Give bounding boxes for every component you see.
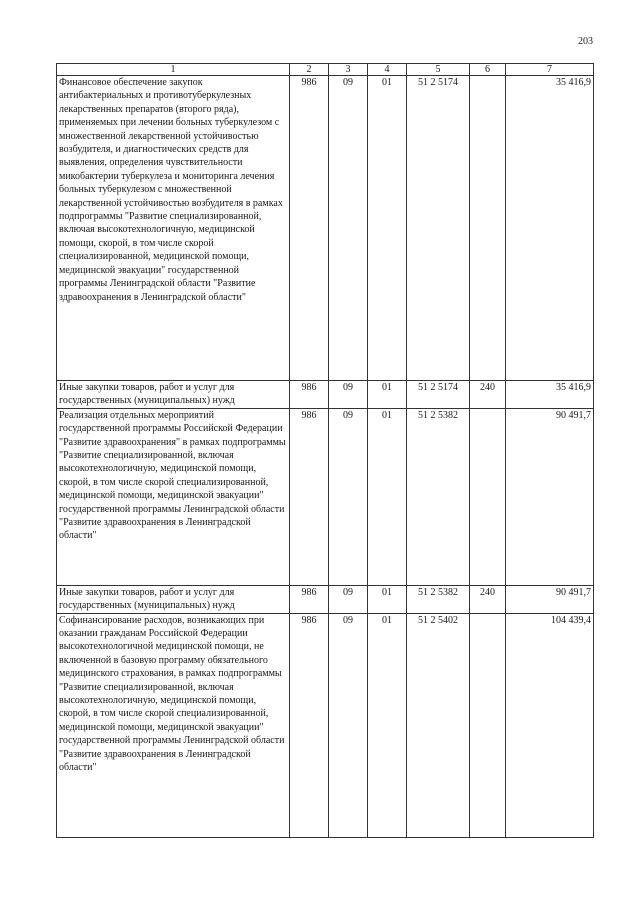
column-header: 1 [57, 64, 290, 76]
column-header: 2 [290, 64, 329, 76]
row-amount-cell: 104 439,4 [506, 613, 594, 837]
table-row [57, 76, 594, 381]
row-cell: 240 [470, 381, 506, 409]
table-row [57, 381, 594, 409]
row-cell [470, 76, 506, 381]
row-amount-cell: 35 416,9 [506, 381, 594, 409]
row-cell: 51 2 5382 [407, 408, 470, 585]
table-row [57, 585, 594, 613]
row-name-cell: Иные закупки товаров, работ и услуг для государственных (муниципальных) нужд [57, 585, 290, 613]
row-cell [470, 613, 506, 837]
row-name-cell: Софинансирование расходов, возникающих при оказании гражданам Российской Федерации высокотехнологичной медицинской помощи, не включенной в базовую программу обязательного медицинского страхования, в рамках подпрограммы "Развитие специализированной, включая высокотехнологичную, медицинской помощи, скорой, в том числе скорой специализированной, медицинской помощи, медицинской эвакуации" государственной программы Ленинградской области "Развитие здравоохранения в Ленинградской области" [57, 613, 290, 837]
column-header: 6 [470, 64, 506, 76]
row-cell: 01 [368, 408, 407, 585]
table-row [57, 613, 594, 837]
row-cell: 09 [329, 381, 368, 409]
row-cell: 01 [368, 381, 407, 409]
table-header-row [57, 64, 594, 76]
row-cell: 01 [368, 76, 407, 381]
row-cell: 09 [329, 408, 368, 585]
row-amount-cell: 35 416,9 [506, 76, 594, 381]
column-header: 5 [407, 64, 470, 76]
row-name-cell: Иные закупки товаров, работ и услуг для государственных (муниципальных) нужд [57, 381, 290, 409]
row-cell: 01 [368, 613, 407, 837]
row-cell [470, 408, 506, 585]
column-header: 3 [329, 64, 368, 76]
row-cell: 986 [290, 585, 329, 613]
row-cell: 51 2 5402 [407, 613, 470, 837]
row-cell: 986 [290, 76, 329, 381]
table-row [57, 408, 594, 585]
column-header: 4 [368, 64, 407, 76]
row-cell: 09 [329, 76, 368, 381]
row-cell: 986 [290, 408, 329, 585]
row-cell: 240 [470, 585, 506, 613]
row-cell: 986 [290, 381, 329, 409]
row-cell: 09 [329, 613, 368, 837]
row-amount-cell: 90 491,7 [506, 585, 594, 613]
row-cell: 09 [329, 585, 368, 613]
row-name-cell: Реализация отдельных мероприятий государственной программы Российской Федерации "Развитие здравоохранения" в рамках подпрограммы "Развитие специализированной, включая высокотехнологичную, медицинской помощи, скорой, в том числе скорой специализированной, медицинской помощи, медицинской эвакуации" государственной программы Ленинградской области "Развитие здравоохранения в Ленинградской области" [57, 408, 290, 585]
column-header: 7 [506, 64, 594, 76]
budget-table [56, 63, 594, 838]
row-cell: 51 2 5174 [407, 381, 470, 409]
row-cell: 01 [368, 585, 407, 613]
page-number: 203 [578, 36, 593, 47]
row-cell: 51 2 5382 [407, 585, 470, 613]
row-cell: 986 [290, 613, 329, 837]
row-name-cell: Финансовое обеспечение закупок антибактериальных и противотуберкулезных лекарственных препаратов (второго ряда), применяемых при лечении больных туберкулезом с множественной лекарственной устойчивостью возбудителя, и диагностических средств для выявления, определения чувствительности микобактерии туберкулеза и мониторинга лечения больных туберкулезом с множественной лекарственной устойчивостью возбудителя в рамках подпрограммы "Развитие специализированной, включая высокотехнологичную, медицинской помощи, скорой, в том числе скорой специализированной, медицинской помощи, медицинской эвакуации" государственной программы Ленинградской области "Развитие здравоохранения в Ленинградской области" [57, 76, 290, 381]
row-amount-cell: 90 491,7 [506, 408, 594, 585]
row-cell: 51 2 5174 [407, 76, 470, 381]
